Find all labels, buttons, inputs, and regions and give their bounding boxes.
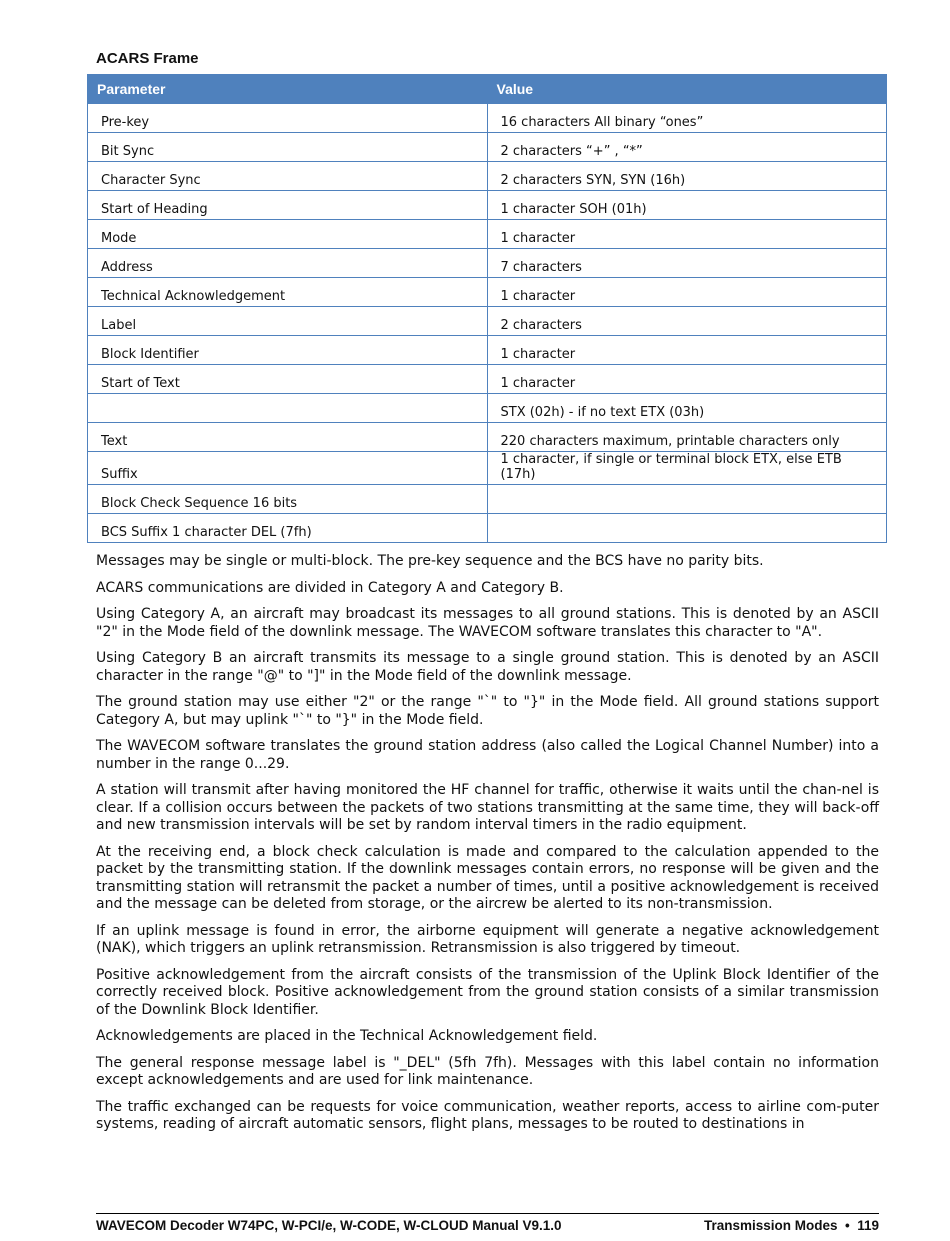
table-row [88, 336, 887, 365]
paragraph: The WAVECOM software translates the ground station address (also called the Logical Channel Number) into a number in the range 0...29. [96, 738, 879, 772]
parameter-cell: Character Sync [88, 162, 488, 191]
table-row [88, 220, 887, 249]
table-row [88, 423, 887, 452]
value-cell: 2 characters [487, 307, 887, 336]
parameter-cell: Mode [88, 220, 488, 249]
value-cell [487, 514, 887, 543]
paragraph: Using Category B an aircraft transmits its message to a single ground station. This is denoted by an ASCII character in the range "@" to "]" in the Mode field of the downlink message. [96, 650, 879, 684]
paragraph: Acknowledgements are placed in the Technical Acknowledgement field. [96, 1028, 598, 1044]
table-row [88, 307, 887, 336]
parameter-cell: Start of Text [88, 365, 488, 394]
parameter-cell: Text [88, 423, 488, 452]
table-row [88, 249, 887, 278]
value-cell: 2 characters “+” , “*” [487, 133, 887, 162]
table-row [88, 133, 887, 162]
parameter-cell: Pre-key [88, 104, 488, 133]
section-title: ACARS Frame [96, 50, 199, 67]
table-header-row [88, 75, 887, 104]
parameter-cell [88, 394, 488, 423]
paragraph: The traffic exchanged can be requests for voice communication, weather reports, access to airline com-puter systems, reading of aircraft automatic sensors, flight plans, messages to be routed to destinations in [96, 1098, 879, 1132]
parameter-cell: Start of Heading [88, 191, 488, 220]
value-cell: 2 characters SYN, SYN (16h) [487, 162, 887, 191]
table-row [88, 162, 887, 191]
paragraph: If an uplink message is found in error, the airborne equipment will generate a negative acknowledgement (NAK), which triggers an uplink retransmission. Retransmission is also triggered by timeout. [96, 922, 879, 956]
footer-manual-title: WAVECOM Decoder W74PC, W-PCI/e, W-CODE, W-CLOUD Manual V9.1.0 [96, 1218, 562, 1233]
table-row [88, 514, 887, 543]
value-cell: 16 characters All binary “ones” [487, 104, 887, 133]
value-cell: 1 character [487, 336, 887, 365]
parameter-cell: Suffix [88, 452, 488, 485]
table-row [88, 394, 887, 423]
value-cell: 1 character SOH (01h) [487, 191, 887, 220]
table-row [88, 485, 887, 514]
table-row [88, 191, 887, 220]
header-parameter: Parameter [88, 75, 488, 104]
parameter-cell: Address [88, 249, 488, 278]
value-cell: STX (02h) - if no text ETX (03h) [487, 394, 887, 423]
value-cell: 1 character [487, 278, 887, 307]
paragraph: A station will transmit after having monitored the HF channel for traffic, otherwise it waits until the chan-nel is clear. If a collision occurs between the packets of two stations transmitting at the same time, they will back-off and new transmission intervals will be set by random interval timers in the radio equipment. [96, 782, 879, 833]
parameter-cell: Block Check Sequence 16 bits [88, 485, 488, 514]
value-cell: 220 characters maximum, printable characters only [487, 423, 887, 452]
footer-page-info: Transmission Modes • 119 [703, 1218, 879, 1233]
value-cell: 1 character [487, 365, 887, 394]
paragraph: Positive acknowledgement from the aircraft consists of the transmission of the Uplink Block Identifier of the correctly received block. Positive acknowledgement from the ground station consists of a similar transmission of the Downlink Block Identifier. [96, 966, 879, 1018]
value-cell: 7 characters [487, 249, 887, 278]
parameter-cell: Bit Sync [88, 133, 488, 162]
paragraph: Using Category A, an aircraft may broadcast its messages to all ground stations. This is denoted by an ASCII "2" in the Mode field of the downlink message. The WAVECOM software translates this character to "A". [96, 606, 879, 640]
page-footer [96, 1213, 879, 1233]
parameter-cell: Technical Acknowledgement [88, 278, 488, 307]
parameter-cell: Label [88, 307, 488, 336]
paragraph: ACARS communications are divided in Category A and Category B. [96, 579, 564, 596]
paragraph: Messages may be single or multi-block. The pre-key sequence and the BCS have no parity bits. [96, 553, 764, 569]
table-body [88, 104, 887, 543]
paragraph: The ground station may use either "2" or the range "`" to "}" in the Mode field. All ground stations support Category A, but may uplink "`" to "}" in the Mode field. [96, 694, 879, 728]
parameter-cell: Block Identifier [88, 336, 488, 365]
page-content [96, 50, 879, 1143]
body-text [96, 553, 879, 1134]
value-cell: 1 character, if single or terminal block ETX, else ETB (17h) [487, 452, 887, 485]
table-row [88, 104, 887, 133]
table-row [88, 365, 887, 394]
header-value: Value [487, 75, 887, 104]
paragraph: The general response message label is "_DEL" (5fh 7fh). Messages with this label contain no information except acknowledgements and are used for link maintenance. [96, 1054, 879, 1088]
acars-frame-table [87, 74, 887, 543]
value-cell: 1 character [487, 220, 887, 249]
table-row [88, 278, 887, 307]
paragraph: At the receiving end, a block check calculation is made and compared to the calculation appended to the packet by the transmitting station. If the downlink messages contain errors, no response will be given and the transmitting station will retransmit the packet a number of times, until a positive acknowledgement is received and the message can be deleted from storage, or the aircrew be alerted to its non-transmission. [96, 843, 879, 912]
value-cell [487, 485, 887, 514]
table-row [88, 452, 887, 485]
parameter-cell: BCS Suffix 1 character DEL (7fh) [88, 514, 488, 543]
